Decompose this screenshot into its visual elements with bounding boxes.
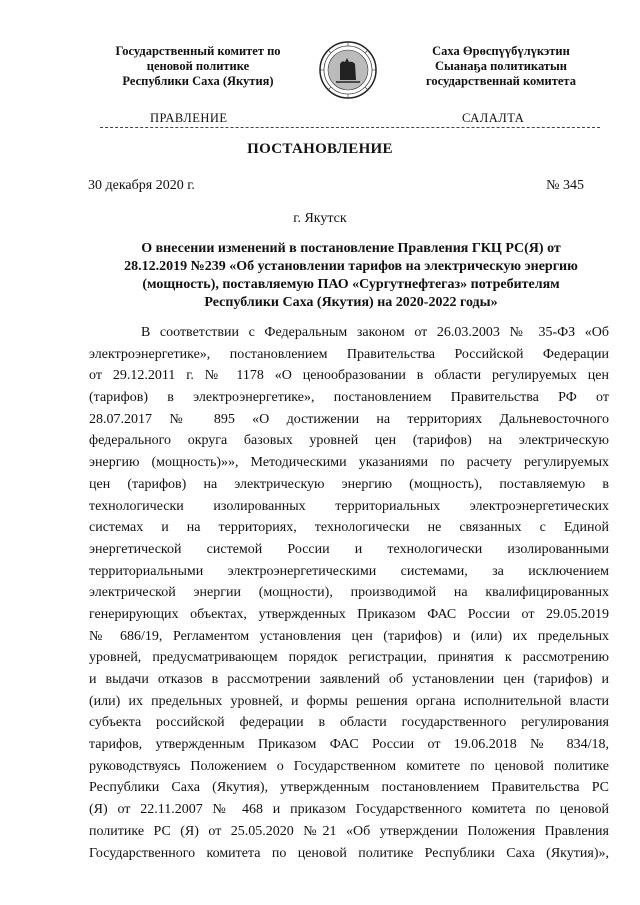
body-line: субъекта российской федерации в области государственного регулирования [89,715,609,731]
body-line: (или) их предельных уровней, и формы решения органа исполнительной власти [89,693,609,709]
header-left-org [83,44,313,89]
body-line: тарифов, утвержденным Приказом ФАС России от 19.06.2018 № 834/18, [89,737,609,753]
document-body [89,322,609,864]
body-line: энергетической системой России и технологически изолированными [89,541,609,557]
dept-left-label: ПРАВЛЕНИЕ [150,111,228,125]
header-left-line: Государственный комитет по [115,44,281,58]
subject-line: О внесении изменений в постановление Правления ГКЦ РС(Я) от [141,241,561,256]
body-line: и выдачи отказов в рассмотрении заявлений об установлении цен (тарифов) и [89,672,609,687]
coat-of-arms-emblem-icon [318,40,378,100]
body-line: В соответствии с Федеральным законом от 26.03.2003 № 35-ФЗ «Об [141,325,609,340]
header-left-line: Республики Саха (Якутия) [122,74,274,88]
body-line: технологически изолированных территориальных электроэнергетических [89,498,609,514]
header-right-org [382,44,620,89]
body-line: № 686/19, Регламентом установления цен (тарифов) и (или) их предельных [89,628,609,644]
body-line: цен (тарифов) на электрическую энергию (мощность), поставляемую в [89,476,609,492]
body-line: системах и на территориях, технологически не связанных с Единой [89,520,609,536]
body-line: (тарифов) в электроэнергетике», постановлением Правительства РФ от [89,390,609,406]
document-date: 30 декабря 2020 г. [88,178,195,193]
body-line: генерирующих объектах, утвержденных Приказом ФАС России от 29.05.2019 [89,606,609,622]
document-number: № 345 [546,178,584,193]
body-line: 28.07.2017 № 895 «О достижении на территориях Дальневосточного [89,411,609,427]
body-line: уровней, предусматривающем порядок регистрации, принятия к рассмотрению [89,650,609,666]
header-right-line: Сыанаҕа политикатын [435,59,567,73]
body-line: (Я) от 22.11.2007 № 468 и приказом Государственного комитета по ценовой [89,802,609,818]
body-line: энергию (мощность)»», Методическими указаниями по расчету регулируемых [89,455,609,471]
body-line: электроэнергетике», постановлением Правительства Российской Федерации [89,346,609,362]
body-line: Государственного комитета по ценовой политике Республики Саха (Якутия)», [89,845,609,861]
body-line: от 29.12.2011 г. № 1178 «О ценообразовании в области регулируемых цен [89,368,609,384]
header-divider [100,127,600,128]
subject-line: 28.12.2019 №239 «Об установлении тарифов на электрическую энергию [124,259,578,274]
body-line: электрической энергии (мощности), производимой на квалифицированных [89,585,609,601]
body-line: Республики Саха (Якутия), утвержденным постановлением Правительства РС [89,780,609,796]
body-line: политике РС (Я) от 25.05.2020 №21 «Об утверждении Положения Правления [89,823,609,839]
body-line: территориальными электроэнергетическими системами, за исключением [89,563,609,579]
document-city: г. Якутск [293,211,347,226]
subject-line: Республики Саха (Якутия) на 2020-2022 годы» [204,295,498,310]
body-line: федерального округа базовых уровней цен (тарифов) на электрическую [89,433,609,449]
document-title: ПОСТАНОВЛЕНИЕ [247,141,393,157]
document-subject [96,240,606,312]
body-line: руководствуясь Положением о Государственном комитете по ценовой политике [89,758,609,774]
dept-right-label: САЛАЛТА [462,111,525,125]
subject-line: (мощность), поставляемую ПАО «Сургутнефтегаз» потребителям [142,277,560,292]
header-right-line: Саха Өрөспүүбүлүкэтин [432,44,570,58]
header-right-line: государственнай комитета [426,74,576,88]
header-left-line: ценовой политике [146,59,250,73]
